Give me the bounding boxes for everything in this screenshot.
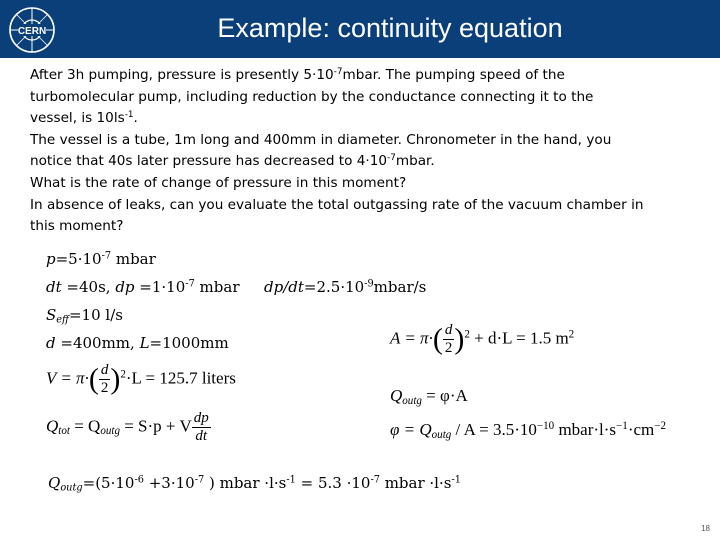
area-formula: A = π·( $\frac{d}{2}$ )$^2$ + d·L = 1.5 $m^2$ <box>390 322 575 356</box>
outgassing-result: $Q_{outg}=(5\cdot 10^{-6} +3\cdot 10^{-7}$ ) mbar $\cdot l\cdot s^{-1} = 5.3 \cdot 10^{-7}$ mbar $\cdot l\cdot s^{-1}$ <box>48 474 461 494</box>
given-pressure: $p=5\cdot 10^{-7}$ mbar <box>46 250 156 268</box>
given-speed: $S_{eff}=10$ l/s <box>46 306 123 326</box>
given-dt-dp: dt =40s, dp $=1\cdot 10^{-7}$ mbar <box>46 278 240 296</box>
problem-line-1: After 3h pumping, pressure is presently $5\cdot 10^{-7}mbar$. The pumping speed of the <box>30 67 565 83</box>
problem-line-8: this moment? <box>30 218 124 235</box>
given-rate: $dp/dt=2.5\cdot 10^{-9}mbar/s$ <box>264 278 427 296</box>
specific-outgassing-formula: $\varphi = Q_{outg} / A = 3.5\cdot 10^{-10}$ $mbar\cdot l\cdot s^{-1}\cdot cm^{-2}$ <box>390 419 667 441</box>
total-throughput-formula: $Q_{tot} = Q_{outg} = S\cdot p + V$ $\frac{dp}{dt}$ <box>46 410 209 444</box>
problem-line-4: The vessel is a tube, 1m long and 400mm in diameter. Chronometer in the hand, you <box>30 131 612 148</box>
problem-line-5: notice that 40s later pressure has decreased to $4\cdot 10^{-7}mbar$. <box>30 153 435 170</box>
slide-title: Example: continuity equation <box>217 13 563 43</box>
problem-line-3: vessel, is $10ls^{-1}$. <box>30 110 138 127</box>
svg-text:CERN: CERN <box>17 26 47 37</box>
problem-line-7: In absence of leaks, can you evaluate the total outgassing rate of the vacuum chamber in <box>30 196 644 213</box>
title-bar <box>0 0 720 58</box>
problem-line-2: turbomolecular pump, including reduction by the conductance connecting it to the <box>30 88 594 105</box>
volume-formula: V = π·( $\frac{d}{2}$ )$^2$·L = 125.7 liters <box>46 362 236 396</box>
problem-statement <box>30 65 690 238</box>
cern-logo <box>6 4 58 56</box>
outgassing-area-formula: $Q_{outg} = \varphi\cdot A$ <box>390 386 468 407</box>
page-number: 18 <box>701 524 710 533</box>
problem-line-6: What is the rate of change of pressure in this moment? <box>30 174 407 191</box>
given-dimensions: d =400mm, L=1000mm <box>46 334 229 352</box>
